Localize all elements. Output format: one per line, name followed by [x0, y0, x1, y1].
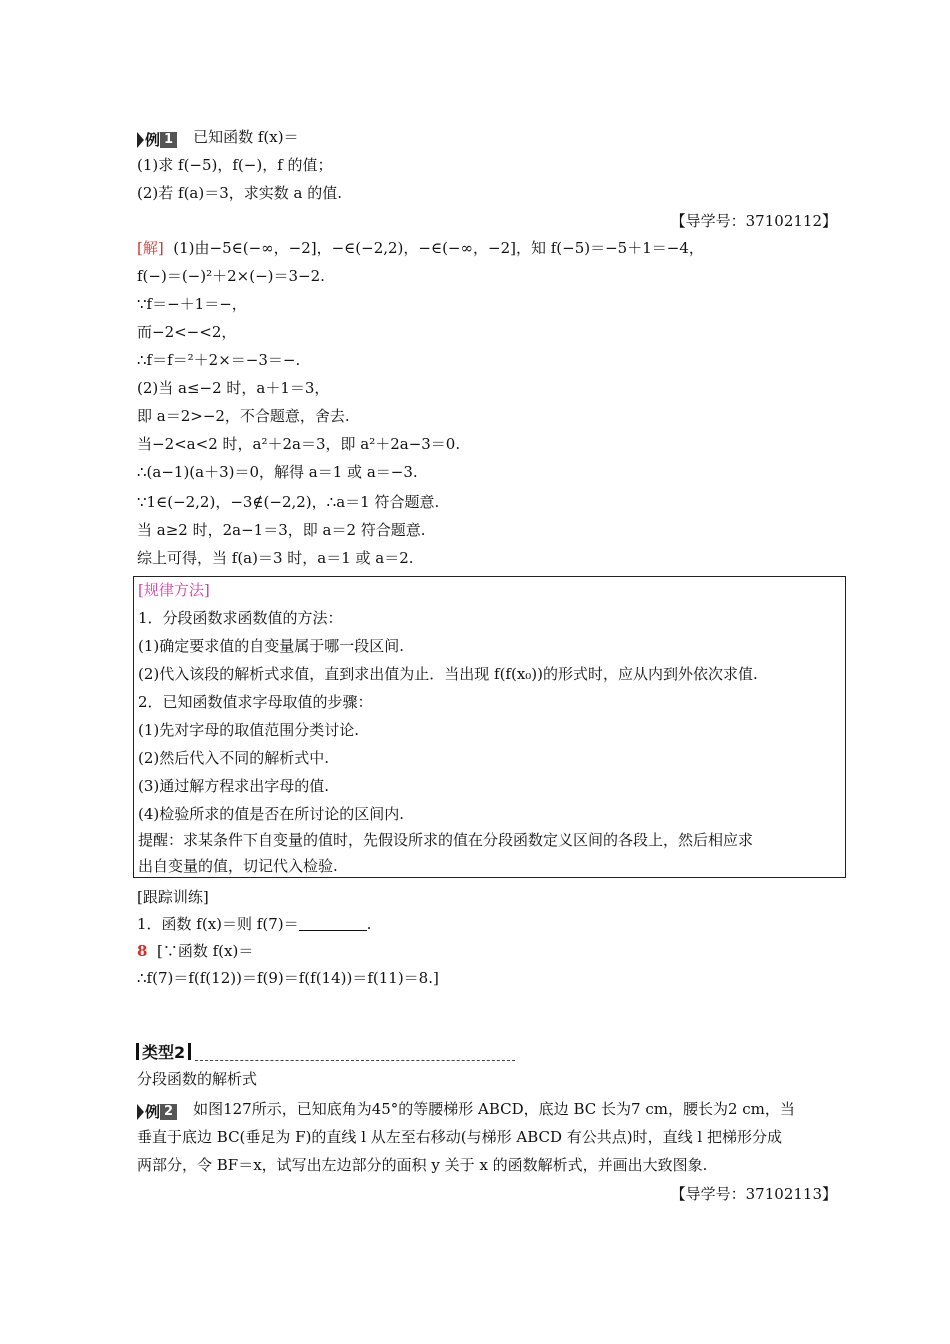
arrow-icon — [137, 132, 144, 148]
solution-line: 而−2<−<2， — [137, 323, 237, 341]
method-line: 1．分段函数求函数值的方法： — [138, 609, 343, 627]
arrow-icon — [137, 1104, 144, 1120]
heading-bar — [136, 1043, 139, 1060]
method-box-title: [规律方法] — [138, 581, 210, 599]
example2-line: 两部分，令 BF＝x，试写出左边部分的面积 y 关于 x 的函数解析式，并画出大致图象. — [137, 1156, 708, 1174]
solution-line: 当−2<a<2 时，a²＋2a＝3，即 a²＋2a−3＝0. — [137, 435, 461, 453]
example1-stem-line — [137, 127, 299, 147]
practice-solution-line-2: ∴f(7)＝f(f(12))＝f(9)＝f(f(14))＝f(11)＝8.] — [137, 969, 439, 987]
method-line: (2)代入该段的解析式求值，直到求出值为止．当出现 f(f(x₀))的形式时，应从内到外依次求值. — [138, 665, 758, 683]
solution-line: 即 a＝2>−2，不合题意，舍去. — [137, 407, 350, 425]
method-line: (2)然后代入不同的解析式中. — [138, 749, 330, 767]
example2-text: 如图127所示，已知底角为45°的等腰梯形 ABCD，底边 BC 长为7 cm，腰长为2 cm，当 — [193, 1100, 795, 1118]
method-line: 出自变量的值，切记代入检验. — [138, 857, 338, 875]
practice-solution-text: [∵函数 f(x)＝ — [156, 942, 254, 960]
type2-subtitle: 分段函数的解析式 — [137, 1070, 258, 1088]
example1-question-1: (1)求 f(−5)，f(−)，f 的值； — [137, 156, 333, 174]
type2-label: 类型2 — [142, 1043, 186, 1062]
practice-solution-line-1 — [137, 941, 253, 961]
solution-line: 当 a≥2 时，2a−1＝3，即 a＝2 符合题意. — [137, 521, 426, 539]
solution-line: ∵f＝−＋1＝−， — [137, 295, 247, 313]
example-1-tag — [137, 129, 177, 147]
example1-stem: 已知函数 f(x)＝ — [193, 128, 299, 146]
example1-question-2: (2)若 f(a)＝3，求实数 a 的值. — [137, 184, 343, 202]
example1-reference: 【导学号：37102112】 — [670, 212, 837, 230]
solution-line: ∴f＝f＝²＋2×＝−3＝−. — [137, 351, 301, 369]
type2-heading — [133, 1040, 194, 1063]
method-line: (4)检验所求的值是否在所讨论的区间内. — [138, 805, 405, 823]
solution-label: [解] — [137, 239, 164, 257]
practice-question — [137, 914, 371, 934]
solution-line: ∴(a−1)(a＋3)＝0，解得 a＝1 或 a＝−3. — [137, 463, 418, 481]
method-line: 2．已知函数值求字母取值的步骤： — [138, 693, 373, 711]
example-tag-word: 例 — [145, 131, 161, 149]
solution-line-1 — [137, 238, 704, 258]
method-line: (1)确定要求值的自变量属于哪一段区间. — [138, 637, 405, 655]
method-box — [133, 576, 846, 878]
heading-bar — [188, 1043, 191, 1060]
example2-line-1 — [137, 1099, 795, 1119]
solution-line: ∵1∈(−2,2)，−3∉(−2,2)，∴a＝1 符合题意. — [137, 493, 440, 511]
example-2-tag — [137, 1101, 177, 1119]
practice-title: [跟踪训练] — [137, 888, 209, 906]
practice-answer: 8 — [137, 942, 148, 960]
example2-line: 垂直于底边 BC(垂足为 F)的直线 l 从左至右移动(与梯形 ABCD 有公共点)时，直线 l 把梯形分成 — [137, 1128, 782, 1146]
dashed-divider — [195, 1060, 515, 1061]
example-tag-word: 例 — [145, 1103, 161, 1121]
example-tag-number: 2 — [160, 1104, 177, 1120]
example-tag-number: 1 — [160, 132, 177, 148]
answer-blank — [299, 916, 367, 931]
example2-reference: 【导学号：37102113】 — [670, 1185, 837, 1203]
practice-question-end: . — [366, 915, 372, 933]
method-line: (3)通过解方程求出字母的值. — [138, 777, 330, 795]
solution-line: f(−)＝(−)²＋2×(−)＝3−2. — [137, 267, 325, 285]
solution-text: (1)由−5∈(−∞，−2]，−∈(−2,2)，−∈(−∞，−2]，知 f(−5)＝−5＋1＝−4， — [173, 239, 704, 257]
method-line: 提醒：求某条件下自变量的值时，先假设所求的值在分段函数定义区间的各段上，然后相应求 — [138, 831, 754, 849]
method-line: (1)先对字母的取值范围分类讨论. — [138, 721, 360, 739]
practice-question-text: 1．函数 f(x)＝则 f(7)＝ — [137, 915, 299, 933]
solution-line: 综上可得，当 f(a)＝3 时，a＝1 或 a＝2. — [137, 549, 414, 567]
solution-line: (2)当 a≤−2 时，a＋1＝3， — [137, 379, 330, 397]
